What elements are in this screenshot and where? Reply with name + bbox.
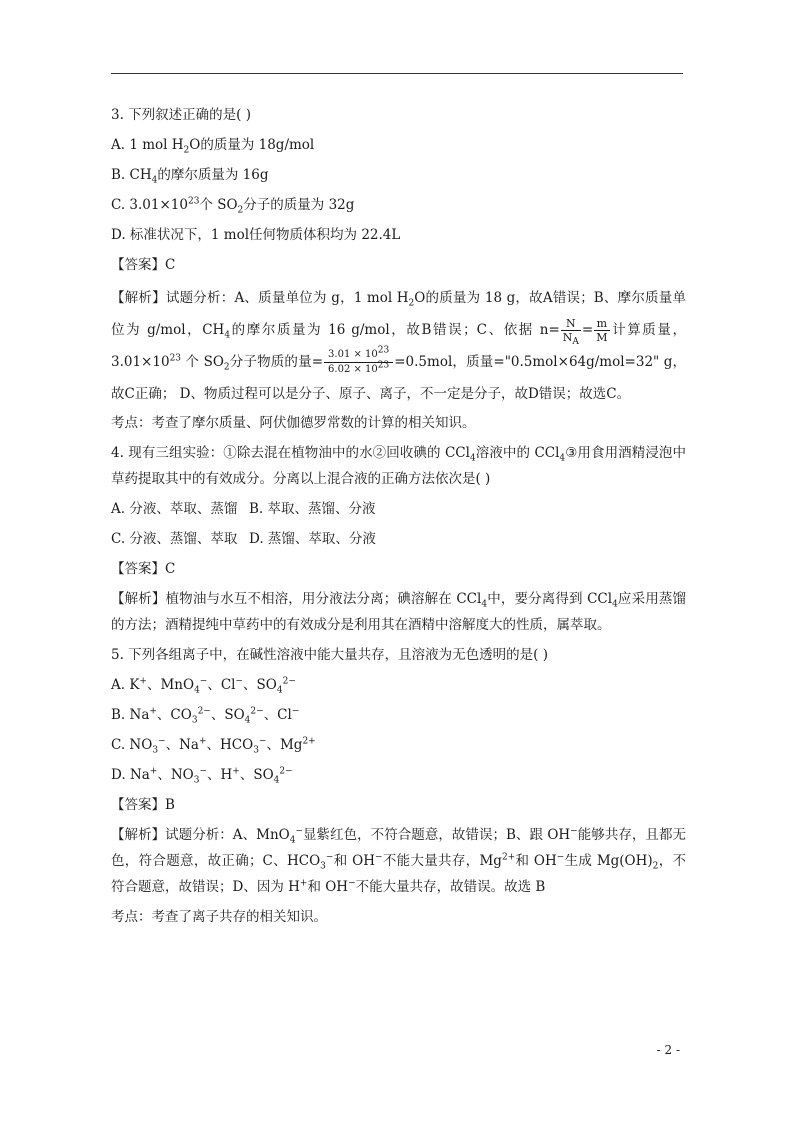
q4-option-b: B. 萃取、蒸馏、分液: [249, 501, 376, 517]
q5-explanation: 【解析】试题分析：A、MnO$_4$−显紫红色，不符合题意，故错误；B、跟 OH−能够共存，且都无色，符合题意，故正确；C、$HCO_3^-$和 OH−不能大量共存，$Mg^{2+}$和 OH−生成 $Mg(OH)_2$，不符合题意，故错误；D、因为 H+和 OH−不能大量共存，故错误。故选 B: [111, 826, 687, 895]
q5-knowledge-point: 考点：考查了离子共存的相关知识。: [111, 909, 327, 925]
q4-answer: 【答案】C: [111, 561, 176, 577]
fraction-n-over-na: $\frac{N}{N_A}$: [562, 317, 579, 348]
q3-answer: 【答案】C: [111, 257, 176, 273]
q4-options-ab: [111, 496, 686, 522]
q5-option-d: D. Na+、$NO_3^-$、H+、$SO_4^{2-}$: [111, 766, 293, 786]
q3-option-c: C. $3.01\times 10^{23}$个 $SO_2$分子的质量为 32g: [111, 196, 355, 216]
q4-option-d: D. 蒸馏、萃取、分液: [249, 531, 376, 547]
q3-knowledge-point: 考点：考查了摩尔质量、阿伏伽德罗常数的计算的相关知识。: [111, 415, 476, 431]
q3-option-a: A. 1 mol $H_2O$的质量为 18g/mol: [111, 137, 315, 156]
q5-stem: 5. 下列各组离子中，在碱性溶液中能大量共存，且溶液为无色透明的是( ): [111, 647, 548, 663]
q4-option-a: A. 分液、萃取、蒸馏: [111, 501, 238, 517]
q4-options-cd: [111, 526, 686, 552]
q5-answer: 【答案】B: [111, 797, 175, 813]
q3-stem: 3. 下列叙述正确的是( ): [111, 107, 251, 123]
q4-stem: 4. 现有三组实验：①除去混在植物油中的水②回收碘的 CCl$_4$溶液中的 CCl$_4$③用食用酒精浸泡中草药提取其中的有效成分。分离以上混合液的正确方法依次是( ): [111, 445, 686, 487]
q5-option-a: A. K+、MnO$_4$−、Cl−、$SO_4^{2-}$: [111, 676, 296, 696]
q3-option-d: D. 标准状况下，1 mol任何物质体积均为 22.4L: [111, 227, 401, 243]
q3-explanation: 【解析】试题分析：A、质量单位为 g，1 mol $H_2O$的质量为 18 g，故A错误；B、摩尔质量单位为 g/mol，$CH_4$的摩尔质量为 16 g/mol，故B错误；C、依据 n= $\frac{N}{N_A}$ = $\frac{m}{M}$ 计算质量，$3.01\times 10^{23}$ 个 $SO_2$分子物质的量= $\frac{3.01 \times 10^{23}}{6.02 \times 10^{23}}$ =0.5mol，质量="0.5mol×64g/mol=32" g，故C正确； D、物质过程可以是分子、原子、离子，不一定是分子，故D错误；故选C。: [111, 290, 687, 402]
q5-option-c: C. $NO_3^-$、Na+、$HCO_3^-$、$Mg^{2+}$: [111, 736, 316, 756]
q3-option-b: B. $CH_4$的摩尔质量为 16g: [111, 167, 269, 186]
page-content: [111, 102, 686, 930]
header-rule: [111, 73, 683, 74]
q5-option-b: B. Na+、$CO_3^{2-}$、$SO_4^{2-}$、Cl−: [111, 706, 300, 726]
q4-option-c: C. 分液、蒸馏、萃取: [111, 531, 238, 547]
fraction-m-over-m: $\frac{m}{M}$: [596, 317, 608, 344]
page-number: - 2 -: [656, 1043, 680, 1057]
fraction-molecule-count: $\frac{3.01 \times 10^{23}}{6.02 \times 10^{23}}$: [324, 348, 393, 377]
q4-explanation: 【解析】植物油与水互不相溶，用分液法分离；碘溶解在 CCl$_4$中，要分离得到 CCl$_4$应采用蒸馏的方法；酒精提纯中草药中的有效成分是利用其在酒精中溶解度大的性质，属萃取。: [111, 591, 686, 633]
